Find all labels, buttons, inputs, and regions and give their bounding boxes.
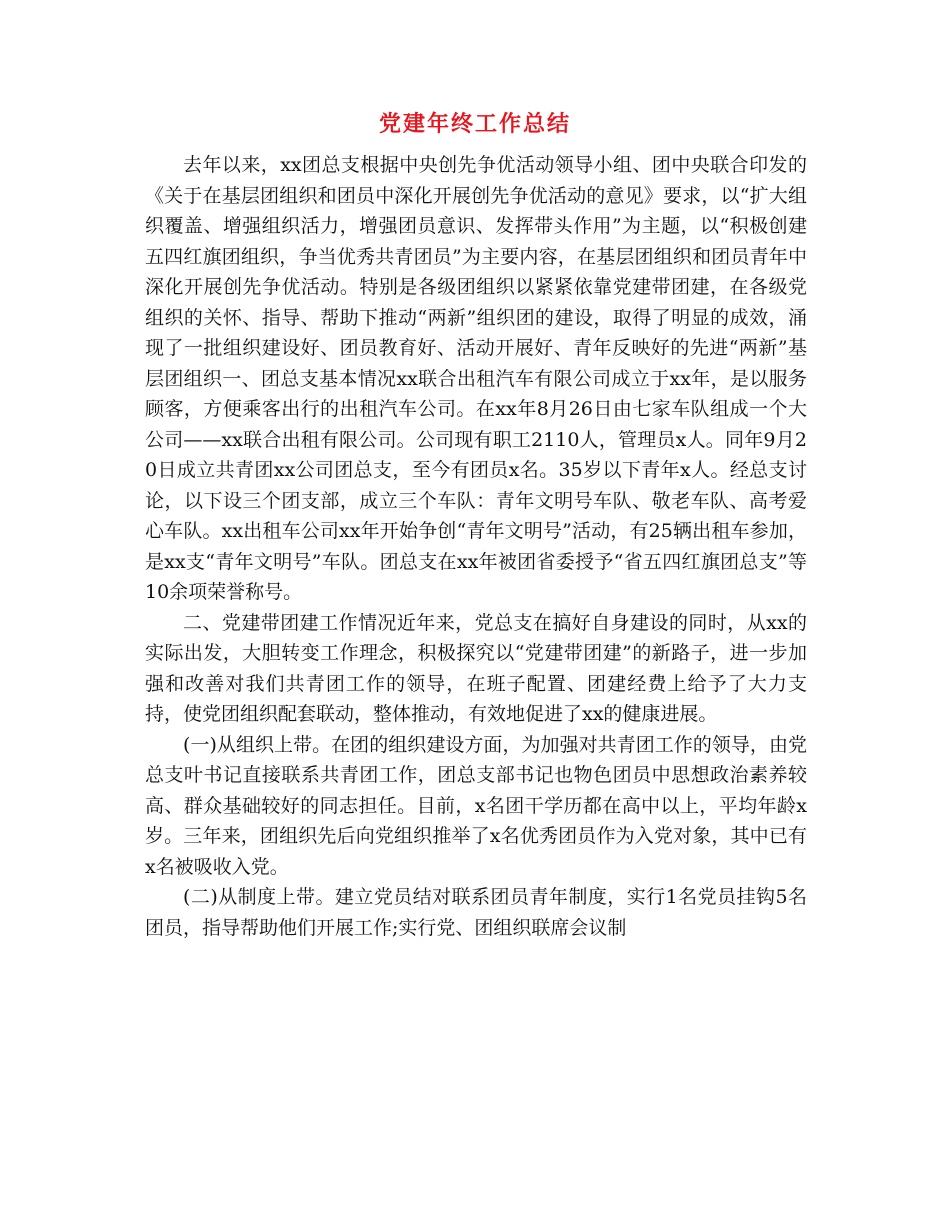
document-body: [145, 150, 807, 943]
document-title: 党建年终工作总结: [378, 112, 571, 137]
paragraph-section-two: 二、党建带团建工作情况近年来，党总支在搞好自身建设的同时，从xx的实际出发，大胆转变工作理念，积极探究以“党建带团建”的新路子，进一步加强和改善对我们共青团工作的领导，在班子配置、团建经费上给予了大力支持，使党团组织配套联动，整体推动，有效地促进了xx的健康进展。: [145, 611, 807, 725]
paragraph-intro: 去年以来，xx团总支根据中央创先争优活动领导小组、团中央联合印发的《关于在基层团组织和团员中深化开展创先争优活动的意见》要求，以“扩大组织覆盖、增强组织活力，增强团员意识、发挥带头作用”为主题，以“积极创建五四红旗团组织，争当优秀共青团员”为主要内容，在基层团组织和团员青年中深化开展创先争优活动。特别是各级团组织以紧紧依靠党建带团建，在各级党组织的关怀、指导、帮助下推动“两新”组织团的建设，取得了明显的成效，涌现了一批组织建设好、团员教育好、活动开展好、青年反映好的先进“两新”基层团组织一、团总支基本情况xx联合出租汽车有限公司成立于xx年，是以服务顾客，方便乘客出行的出租汽车公司。在xx年8月26日由七家车队组成一个大公司——xx联合出租有限公司。公司现有职工2110人，管理员x人。同年9月20日成立共青团xx公司团总支，至今有团员x名。35岁以下青年x人。经总支讨论，以下设三个团支部，成立三个车队：青年文明号车队、敬老车队、高考爱心车队。xx出租车公司xx年开始争创“青年文明号”活动，有25辆出租车参加，是xx支“青年文明号”车队。团总支在xx年被团省委授予“省五四红旗团总支”等10余项荣誉称号。: [145, 154, 807, 603]
paragraph-organization: (一)从组织上带。在团的组织建设方面，为加强对共青团工作的领导，由党总支叶书记直接联系共青团工作，团总支部书记也物色团员中思想政治素养较高、群众基础较好的同志担任。目前，x名团干学历都在高中以上，平均年龄x岁。三年来，团组织先后向党组织推举了x名优秀团员作为入党对象，其中已有x名被吸收入党。: [145, 733, 807, 878]
paragraph-system: (二)从制度上带。建立党员结对联系团员青年制度，实行1名党员挂钩5名团员，指导帮助他们开展工作;实行党、团组织联席会议制: [145, 886, 807, 939]
